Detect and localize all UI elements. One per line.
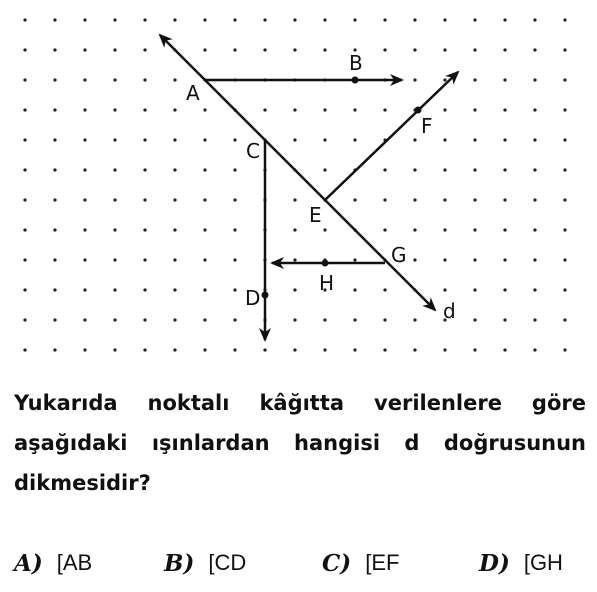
grid-dot: [113, 168, 116, 171]
option-b[interactable]: [164, 543, 246, 583]
grid-dot: [203, 288, 206, 291]
grid-dot: [143, 48, 146, 51]
option-b-letter: B): [164, 549, 195, 577]
grid-dot: [503, 288, 506, 291]
point-h-dot: [322, 260, 329, 267]
grid-dot: [203, 168, 206, 171]
grid-dot: [233, 18, 236, 21]
question-text: Yukarıda noktalı kâğıtta verilenlere göre aşağıdaki ışınlardan hangisi d doğrusunun dikmesidir?: [14, 391, 586, 495]
grid-dot: [263, 48, 266, 51]
grid-dot: [83, 318, 86, 321]
grid-dot: [263, 348, 266, 351]
option-b-text: [CD: [208, 550, 247, 575]
grid-dot: [143, 258, 146, 261]
grid-dot: [203, 318, 206, 321]
grid-dot: [353, 258, 356, 261]
grid-dot: [323, 348, 326, 351]
grid-dot: [233, 198, 236, 201]
grid-dot: [413, 198, 416, 201]
grid-dot: [503, 258, 506, 261]
grid-dot: [83, 168, 86, 171]
grid-dot: [323, 228, 326, 231]
grid-dot: [473, 78, 476, 81]
grid-dot: [563, 138, 566, 141]
label-h: H: [319, 271, 335, 295]
grid-dot: [23, 18, 26, 21]
grid-dot: [293, 318, 296, 321]
option-c-text: [EF: [365, 550, 400, 575]
grid-dot: [23, 318, 26, 321]
grid-dot: [473, 288, 476, 291]
grid-dot: [533, 228, 536, 231]
grid-dot: [143, 228, 146, 231]
grid-dot: [413, 168, 416, 171]
grid-dot: [143, 168, 146, 171]
point-b-dot: [352, 77, 359, 84]
grid-dot: [563, 198, 566, 201]
grid-dot: [23, 348, 26, 351]
grid-dot: [413, 228, 416, 231]
grid-dot: [533, 138, 536, 141]
grid-dot: [53, 258, 56, 261]
grid-dot: [473, 198, 476, 201]
grid-dot: [173, 258, 176, 261]
grid-dot: [53, 18, 56, 21]
grid-dot: [383, 228, 386, 231]
grid-dot: [563, 18, 566, 21]
grid-dot: [413, 48, 416, 51]
option-d[interactable]: [479, 543, 563, 583]
grid-dot: [113, 108, 116, 111]
grid-dot: [143, 138, 146, 141]
grid-dot: [83, 228, 86, 231]
grid-dot: [473, 258, 476, 261]
grid-dot: [53, 348, 56, 351]
grid-dot: [353, 318, 356, 321]
grid-dot: [23, 48, 26, 51]
grid-dot: [413, 318, 416, 321]
grid-dot: [383, 348, 386, 351]
grid-dot: [233, 258, 236, 261]
grid-dot: [503, 78, 506, 81]
grid-dot: [143, 318, 146, 321]
grid-dot: [113, 48, 116, 51]
label-d: D: [245, 286, 261, 310]
grid-dot: [53, 168, 56, 171]
grid-dot: [173, 138, 176, 141]
answer-options: [14, 543, 589, 583]
grid-dot: [53, 48, 56, 51]
grid-dot: [563, 108, 566, 111]
grid-dot: [83, 78, 86, 81]
grid-dot: [323, 48, 326, 51]
option-d-letter: D): [479, 549, 510, 577]
label-line-d: d: [443, 299, 456, 323]
grid-dot: [23, 258, 26, 261]
grid-dot: [473, 138, 476, 141]
label-c: C: [246, 139, 260, 163]
grid-dot: [503, 198, 506, 201]
grid-dot: [83, 108, 86, 111]
grid-dot: [563, 318, 566, 321]
grid-dot: [113, 318, 116, 321]
grid-dot: [83, 48, 86, 51]
grid-dot: [233, 348, 236, 351]
grid-dot: [563, 288, 566, 291]
grid-dot: [503, 18, 506, 21]
grid-dot: [173, 168, 176, 171]
grid-dot: [533, 318, 536, 321]
grid-dot: [293, 198, 296, 201]
grid-dot: [113, 348, 116, 351]
grid-dot: [83, 348, 86, 351]
label-e: E: [309, 203, 322, 227]
grid-dot: [563, 228, 566, 231]
grid-dot: [413, 138, 416, 141]
grid-dot: [23, 138, 26, 141]
grid-dot: [23, 228, 26, 231]
grid-dot: [233, 48, 236, 51]
grid-dot: [533, 168, 536, 171]
grid-dot: [473, 228, 476, 231]
grid-dot: [203, 228, 206, 231]
grid-dot: [113, 138, 116, 141]
grid-dot: [143, 198, 146, 201]
grid-dot: [443, 18, 446, 21]
grid-dot: [563, 348, 566, 351]
grid-dot: [53, 318, 56, 321]
grid-dot: [443, 288, 446, 291]
grid-dot: [473, 48, 476, 51]
grid-dot: [563, 48, 566, 51]
option-d-text: [GH: [523, 550, 563, 575]
grid-dot: [143, 288, 146, 291]
grid-dot: [233, 288, 236, 291]
grid-dot: [353, 348, 356, 351]
grid-dot: [203, 18, 206, 21]
grid-dot: [233, 318, 236, 321]
grid-dot: [503, 228, 506, 231]
point-f-dot: [415, 107, 422, 114]
grid-dot: [263, 108, 266, 111]
line-d: [160, 35, 205, 80]
grid-dot: [53, 78, 56, 81]
grid-dot: [83, 258, 86, 261]
grid-dot: [293, 258, 296, 261]
grid-dot: [563, 168, 566, 171]
grid-dot: [173, 228, 176, 231]
grid-dot: [353, 198, 356, 201]
grid-dot: [263, 18, 266, 21]
grid-dot: [113, 78, 116, 81]
grid-dot: [503, 348, 506, 351]
grid-dot: [83, 18, 86, 21]
option-c-letter: C): [322, 549, 352, 577]
grid-dot: [443, 348, 446, 351]
grid-dot: [383, 198, 386, 201]
grid-dot: [173, 198, 176, 201]
grid-dot: [443, 138, 446, 141]
grid-dot: [53, 108, 56, 111]
grid-dot: [233, 228, 236, 231]
grid-dot: [53, 198, 56, 201]
grid-dot: [443, 228, 446, 231]
point-d-dot: [262, 292, 269, 299]
grid-dot: [293, 288, 296, 291]
grid-dot: [323, 108, 326, 111]
ray-ef: [325, 72, 458, 200]
grid-dot: [83, 138, 86, 141]
grid-dot: [503, 108, 506, 111]
grid-dot: [533, 78, 536, 81]
grid-dot: [173, 78, 176, 81]
grid-dot: [23, 198, 26, 201]
grid-dot: [203, 348, 206, 351]
grid-dot: [383, 318, 386, 321]
label-g: G: [391, 243, 407, 267]
grid-dot: [53, 228, 56, 231]
grid-dot: [83, 198, 86, 201]
grid-dot: [383, 288, 386, 291]
grid-dot: [563, 78, 566, 81]
grid-dot: [503, 318, 506, 321]
grid-dot: [323, 168, 326, 171]
grid-dot: [443, 78, 446, 81]
grid-dot: [203, 198, 206, 201]
grid-dot: [503, 48, 506, 51]
grid-dot: [383, 18, 386, 21]
grid-dot: [143, 348, 146, 351]
grid-dot: [473, 108, 476, 111]
grid-dot: [203, 258, 206, 261]
grid-dot: [383, 168, 386, 171]
grid-dot: [323, 318, 326, 321]
grid-dot: [323, 138, 326, 141]
grid-dot: [203, 138, 206, 141]
grid-dot: [173, 288, 176, 291]
grid-dot: [473, 18, 476, 21]
grid-dot: [113, 18, 116, 21]
grid-dot: [173, 318, 176, 321]
grid-dot: [533, 108, 536, 111]
grid-dot: [533, 258, 536, 261]
grid-dot: [173, 348, 176, 351]
grid-dot: [293, 48, 296, 51]
grid-dot: [203, 108, 206, 111]
grid-dot: [473, 348, 476, 351]
grid-dot: [233, 168, 236, 171]
grid-dot: [443, 198, 446, 201]
grid-dot: [413, 258, 416, 261]
grid-dot: [203, 48, 206, 51]
grid-dot: [353, 18, 356, 21]
grid-dot: [533, 18, 536, 21]
grid-dot: [113, 258, 116, 261]
dot-grid: [23, 18, 566, 351]
grid-dot: [443, 168, 446, 171]
grid-dot: [353, 288, 356, 291]
grid-dot: [503, 138, 506, 141]
label-b: B: [349, 51, 363, 75]
grid-dot: [233, 138, 236, 141]
grid-dot: [533, 198, 536, 201]
grid-dot: [113, 198, 116, 201]
grid-dot: [23, 108, 26, 111]
label-a: A: [186, 81, 200, 105]
grid-dot: [443, 258, 446, 261]
grid-dot: [473, 168, 476, 171]
grid-dot: [353, 138, 356, 141]
grid-dot: [413, 18, 416, 21]
grid-dot: [173, 108, 176, 111]
grid-dot: [143, 108, 146, 111]
grid-dot: [443, 108, 446, 111]
grid-dot: [533, 48, 536, 51]
grid-dot: [383, 108, 386, 111]
grid-dot: [293, 138, 296, 141]
option-c[interactable]: [322, 543, 399, 583]
grid-dot: [533, 288, 536, 291]
grid-dot: [293, 348, 296, 351]
grid-dot: [53, 288, 56, 291]
grid-dot: [443, 48, 446, 51]
grid-dot: [23, 168, 26, 171]
grid-dot: [473, 318, 476, 321]
label-f: F: [421, 114, 433, 138]
option-a-letter: A): [14, 549, 43, 577]
option-a[interactable]: [14, 543, 92, 583]
grid-dot: [293, 228, 296, 231]
grid-dot: [383, 48, 386, 51]
grid-dot: [53, 138, 56, 141]
grid-dot: [413, 78, 416, 81]
grid-dot: [143, 18, 146, 21]
grid-dot: [413, 348, 416, 351]
grid-dot: [143, 78, 146, 81]
grid-dot: [563, 258, 566, 261]
grid-dot: [353, 108, 356, 111]
grid-dot: [293, 108, 296, 111]
grid-dot: [173, 18, 176, 21]
grid-dot: [503, 168, 506, 171]
grid-dot: [23, 288, 26, 291]
grid-dot: [323, 18, 326, 21]
grid-dot: [113, 228, 116, 231]
grid-dot: [23, 78, 26, 81]
grid-dot: [293, 18, 296, 21]
option-a-text: [AB: [56, 550, 93, 575]
grid-dot: [113, 288, 116, 291]
grid-dot: [83, 288, 86, 291]
grid-dot: [533, 348, 536, 351]
